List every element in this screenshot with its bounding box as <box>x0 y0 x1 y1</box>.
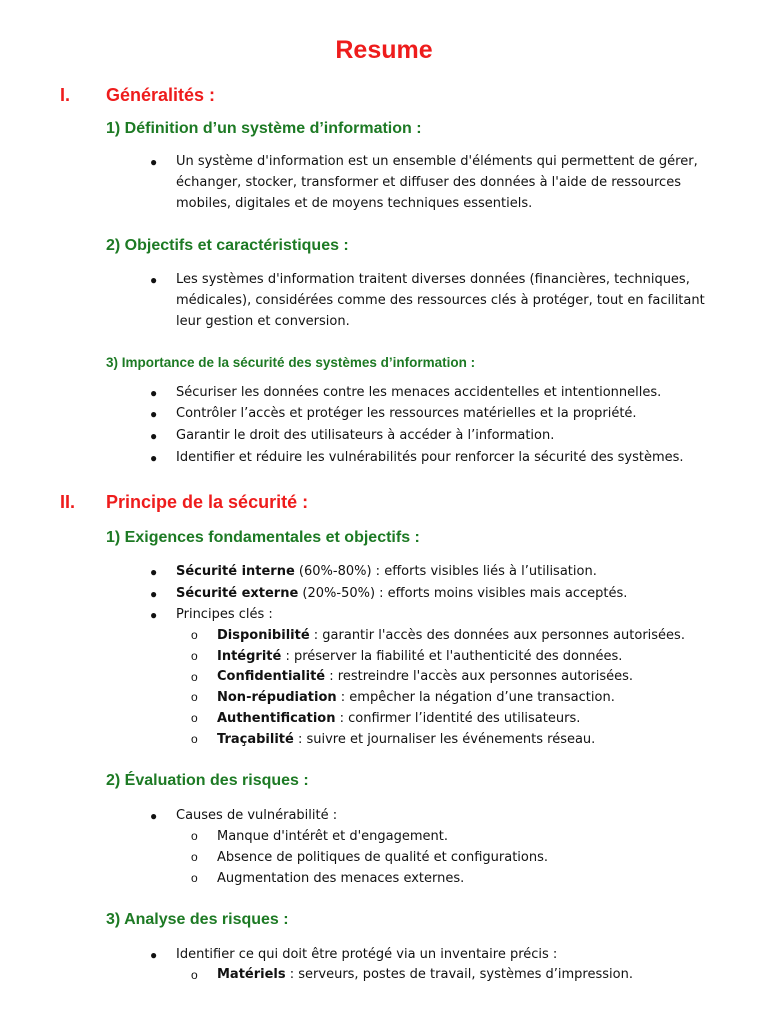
bullet-icon: ● <box>150 948 158 962</box>
sub-bullet-bold-term: Intégrité <box>217 649 282 664</box>
bullet-icon: ● <box>150 809 158 823</box>
sub-bullet-icon: o <box>191 829 198 843</box>
section-number: II. <box>60 492 76 512</box>
bullet-icon: ● <box>150 451 158 465</box>
sub-bullet-rest: : restreindre l'accès aux personnes autorisées. <box>325 669 634 684</box>
bullet-icon: ● <box>150 565 158 579</box>
bullet-bold-term: Sécurité interne <box>176 564 295 579</box>
bullet-text: Identifier et réduire les vulnérabilités pour renforcer la sécurité des systèmes. <box>176 450 684 465</box>
sub-bullet-icon: o <box>191 871 198 885</box>
bullet-text <box>176 583 726 604</box>
sub-bullet-bold-term: Confidentialité <box>217 669 326 684</box>
sub-bullet-text <box>217 625 737 646</box>
sub-bullet-bold-term: Matériels <box>217 967 286 982</box>
section-number: I. <box>60 85 71 105</box>
sub-bullet-bold-term: Traçabilité <box>217 732 294 747</box>
bullet-icon: ● <box>150 155 158 169</box>
section-heading: Généralités : <box>106 85 216 105</box>
sub-bullet-icon: o <box>191 670 198 684</box>
sub-bullet-icon: o <box>191 649 198 663</box>
bullet-icon: ● <box>150 608 158 622</box>
bullet-text: Contrôler l’accès et protéger les ressources matérielles et la propriété. <box>176 406 637 421</box>
sub-bullet-text <box>217 646 737 667</box>
sub-bullet-rest: : confirmer l’identité des utilisateurs. <box>335 711 581 726</box>
bullet-icon: ● <box>150 386 158 400</box>
subsection-heading: 3) Importance de la sécurité des systèmes d’information : <box>106 355 476 370</box>
bullet-text: Identifier ce qui doit être protégé via un inventaire précis : <box>176 947 558 962</box>
sub-bullet-bold-term: Disponibilité <box>217 628 310 643</box>
bullet-text: Les systèmes d'information traitent diverses données (financières, techniques, médicales), considérées comme des ressources clés à protéger, tout en facilitant leur gestion et conversion. <box>176 272 705 329</box>
bullet-icon: ● <box>150 273 158 287</box>
sub-bullet-bold-term: Non-répudiation <box>217 690 337 705</box>
subsection-heading: 2) Évaluation des risques : <box>106 772 309 789</box>
sub-bullet-icon: o <box>191 711 198 725</box>
bullet-text: Causes de vulnérabilité : <box>176 808 338 823</box>
bullet-text: Sécuriser les données contre les menaces accidentelles et intentionnelles. <box>176 385 662 400</box>
subsection-heading: 1) Définition d’un système d’information : <box>106 120 422 137</box>
sub-bullet-text: Absence de politiques de qualité et configurations. <box>217 850 549 865</box>
sub-bullet-rest: : préserver la fiabilité et l'authenticité des données. <box>281 649 623 664</box>
sub-bullet-icon: o <box>191 732 198 746</box>
sub-bullet-rest: : empêcher la négation d’une transaction. <box>336 690 615 705</box>
sub-bullet-rest: : serveurs, postes de travail, systèmes d’impression. <box>285 967 633 982</box>
subsection-heading: 3) Analyse des risques : <box>106 911 289 928</box>
section-heading: Principe de la sécurité : <box>106 492 309 512</box>
sub-bullet-icon: o <box>191 628 198 642</box>
sub-bullet-rest: : suivre et journaliser les événements réseau. <box>293 732 596 747</box>
bullet-rest: (20%-50%) : efforts moins visibles mais acceptés. <box>298 586 628 601</box>
sub-bullet-text <box>217 666 737 687</box>
bullet-icon: ● <box>150 587 158 601</box>
sub-bullet-text <box>217 729 737 750</box>
sub-bullet-text <box>217 687 737 708</box>
sub-bullet-text: Augmentation des menaces externes. <box>217 871 465 886</box>
subsection-heading: 1) Exigences fondamentales et objectifs : <box>106 529 420 546</box>
bullet-rest: (60%-80%) : efforts visibles liés à l’utilisation. <box>294 564 597 579</box>
sub-bullet-rest: : garantir l'accès des données aux personnes autorisées. <box>309 628 685 643</box>
sub-bullet-text <box>217 708 737 729</box>
sub-bullet-text: Manque d'intérêt et d'engagement. <box>217 829 448 844</box>
bullet-icon: ● <box>150 429 158 443</box>
document-title: Resume <box>335 36 433 64</box>
sub-bullet-icon: o <box>191 850 198 864</box>
sub-bullet-text <box>217 964 737 985</box>
bullet-text: Principes clés : <box>176 607 273 622</box>
sub-bullet-bold-term: Authentification <box>217 711 336 726</box>
bullet-bold-term: Sécurité externe <box>176 586 299 601</box>
bullet-text: Un système d'information est un ensemble d'éléments qui permettent de gérer, échanger, stocker, transformer et diffuser des données à l'aide de ressources mobiles, digitales et de moyens techniques essentiels. <box>176 154 698 211</box>
bullet-icon: ● <box>150 407 158 421</box>
bullet-text: Garantir le droit des utilisateurs à accéder à l’information. <box>176 428 555 443</box>
bullet-text <box>176 561 726 582</box>
subsection-heading: 2) Objectifs et caractéristiques : <box>106 237 349 254</box>
sub-bullet-icon: o <box>191 968 198 982</box>
sub-bullet-icon: o <box>191 690 198 704</box>
